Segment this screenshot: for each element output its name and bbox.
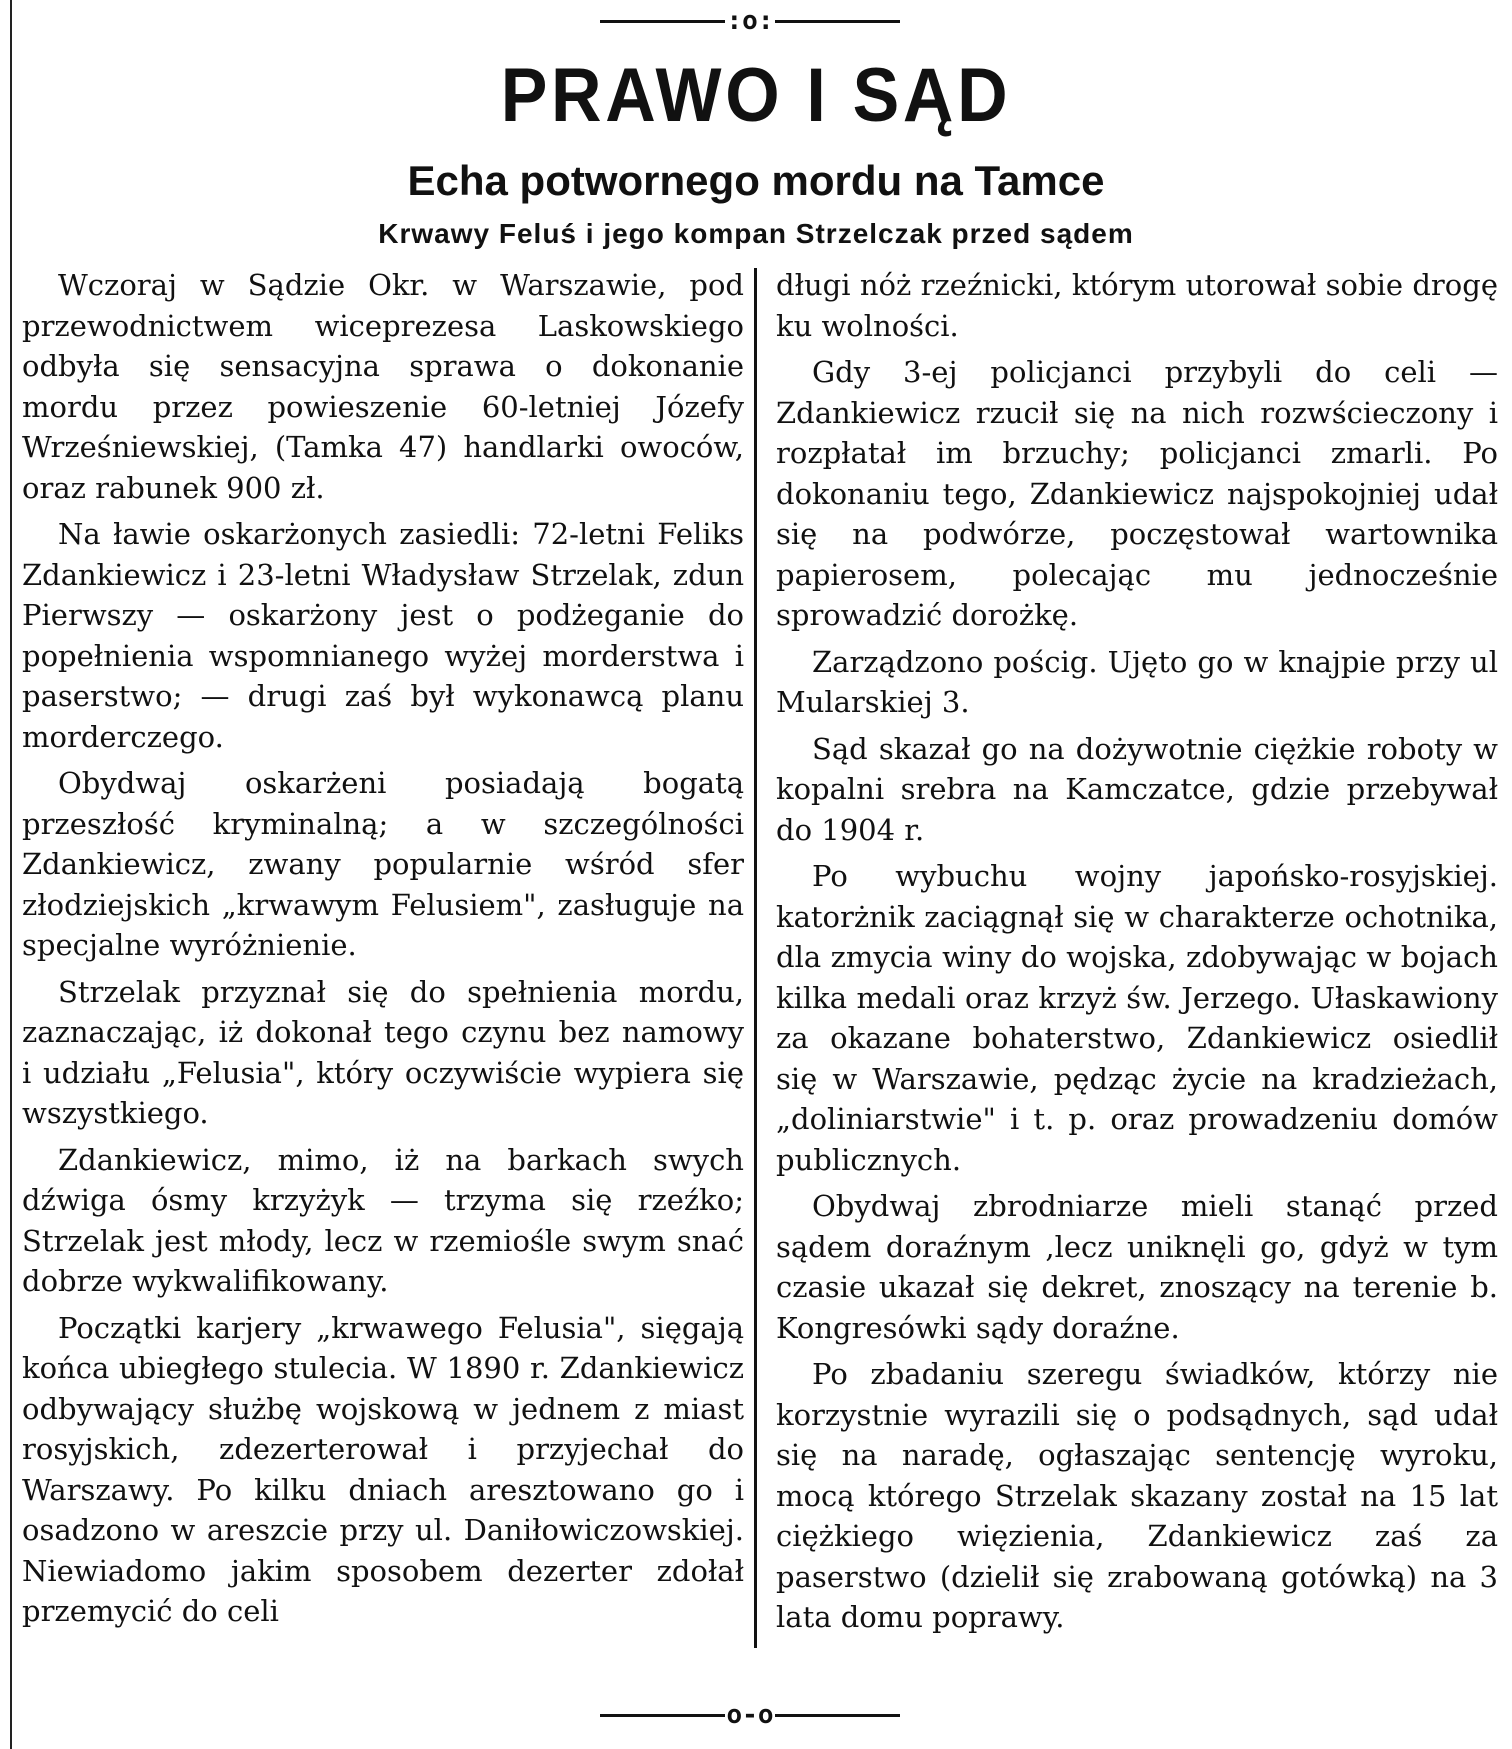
bottom-ornament-mark: o-o	[726, 1700, 774, 1730]
paragraph: Po wybuchu wojny japońsko-rosyjskiej. katorżnik zaciągnął się w charakterze ochotnika, dla zmycia winy do wojska, zdobywając w bojach kilka medali oraz krzyż św. Jerzego. Ułaskawiony za okazane bohaterstwo, Zdankiewicz osiedlił się w Warszawie, pędząc życie na kradzieżach, „doliniarstwie" i t. p. oraz prowadzeniu domów publicznych.	[776, 859, 1498, 1177]
paragraph: Gdy 3-ej policjanci przybyli do celi — Zdankiewicz rzucił się na nich rozwścieczony i rozpłatał im brzuchy; policjanci zmarli. Po dokonaniu tego, Zdankiewicz najspokojniej udał się na podwórze, poczęstował wartownika papierosem, polecając mu jednocześnie sprowadzić dorożkę.	[776, 355, 1498, 632]
ornament-line-right	[775, 20, 900, 23]
top-ornament	[600, 6, 900, 36]
paragraph: Sąd skazał go na dożywotnie ciężkie roboty w kopalni srebra na Kamczatce, gdzie przebywał do 1904 r.	[776, 731, 1498, 847]
column-divider	[754, 268, 757, 1648]
section-title: PRAWO I SĄD	[500, 53, 1012, 138]
ornament-line-left	[600, 1714, 725, 1717]
ornament-line-left	[600, 20, 725, 23]
paragraph: Początki karjery „krwawego Felusia", sięgają końca ubiegłego stulecia. W 1890 r. Zdankiewicz odbywający służbę wojskową w jednem z miast rosyjskich, zdezerterował i przyjechał do Warszawy. Po kilku dniach aresztowano go i osadzono w areszcie przy ul. Daniłowiczowskiej. Niewiadomo jakim sposobem dezerter zdołał przemycić do celi	[22, 1310, 744, 1628]
article-headline: Echa potwornego mordu na Tamce	[407, 157, 1105, 204]
paragraph: Obydwaj oskarżeni posiadają bogatą przeszłość kryminalną; a w szczególności Zdankiewicz, zwany popularnie wśród sfer złodziejskich „krwawym Felusiem", zasługuje na specjalne wyróżnienie.	[22, 766, 744, 962]
left-margin-rule	[10, 0, 12, 1749]
paragraph: Wczoraj w Sądzie Okr. w Warszawie, pod przewodnictwem wiceprezesa Laskowskiego odbyła się sensacyjna sprawa o dokonanie mordu przez powieszenie 60-letniej Józefy Wrześniewskiej, (Tamka 47) handlarki owoców, oraz rabunek 900 zł.	[22, 268, 744, 505]
top-ornament-mark: :o:	[726, 6, 774, 36]
article-subheadline: Krwawy Feluś i jego kompan Strzelczak przed sądem	[378, 218, 1134, 249]
paragraph: Zarządzono pościg. Ujęto go w knajpie przy ul Mularskiej 3.	[776, 644, 1498, 719]
paragraph: Na ławie oskarżonych zasiedli: 72-letni Feliks Zdankiewicz i 23-letni Władysław Strzelak, zdun Pierwszy — oskarżony jest o podżeganie do popełnienia wspomnianego wyżej morderstwa i paserstwo; — drugi zaś był wykonawcą planu morderczego.	[22, 517, 744, 754]
paragraph: Strzelak przyznał się do spełnienia mordu, zaznaczając, iż dokonał tego czynu bez namowy i udziału „Felusia", który oczywiście wypiera się wszystkiego.	[22, 974, 744, 1130]
paragraph: Zdankiewicz, mimo, iż na barkach swych dźwiga ósmy krzyżyk — trzyma się rzeźko; Strzelak jest młody, lecz w rzemiośle swym snać dobrze wykwalifikowany.	[22, 1142, 744, 1298]
paragraph: Po zbadaniu szeregu świadków, którzy nie korzystnie wyrazili się o podsądnych, sąd udał się na naradę, ogłaszając sentencję wyroku, mocą którego Strzelak skazany został na 15 lat ciężkiego więzienia, Zdankiewicz zaś za paserstwo (dzielił się zrabowaną gotówką) na 3 lata domu poprawy.	[776, 1357, 1498, 1634]
paragraph: Obydwaj zbrodniarze mieli stanąć przed sądem doraźnym ,lecz uniknęli go, gdyż w tym czasie ukazał się dekret, znoszący na terenie b. Kongresówki sądy doraźne.	[776, 1189, 1498, 1345]
bottom-ornament	[600, 1700, 900, 1730]
ornament-line-right	[775, 1714, 900, 1717]
right-column	[776, 265, 1498, 1644]
left-column	[22, 265, 744, 1638]
paragraph-continued: długi nóż rzeźnicki, którym utorował sobie drogę ku wolności.	[776, 268, 1498, 343]
